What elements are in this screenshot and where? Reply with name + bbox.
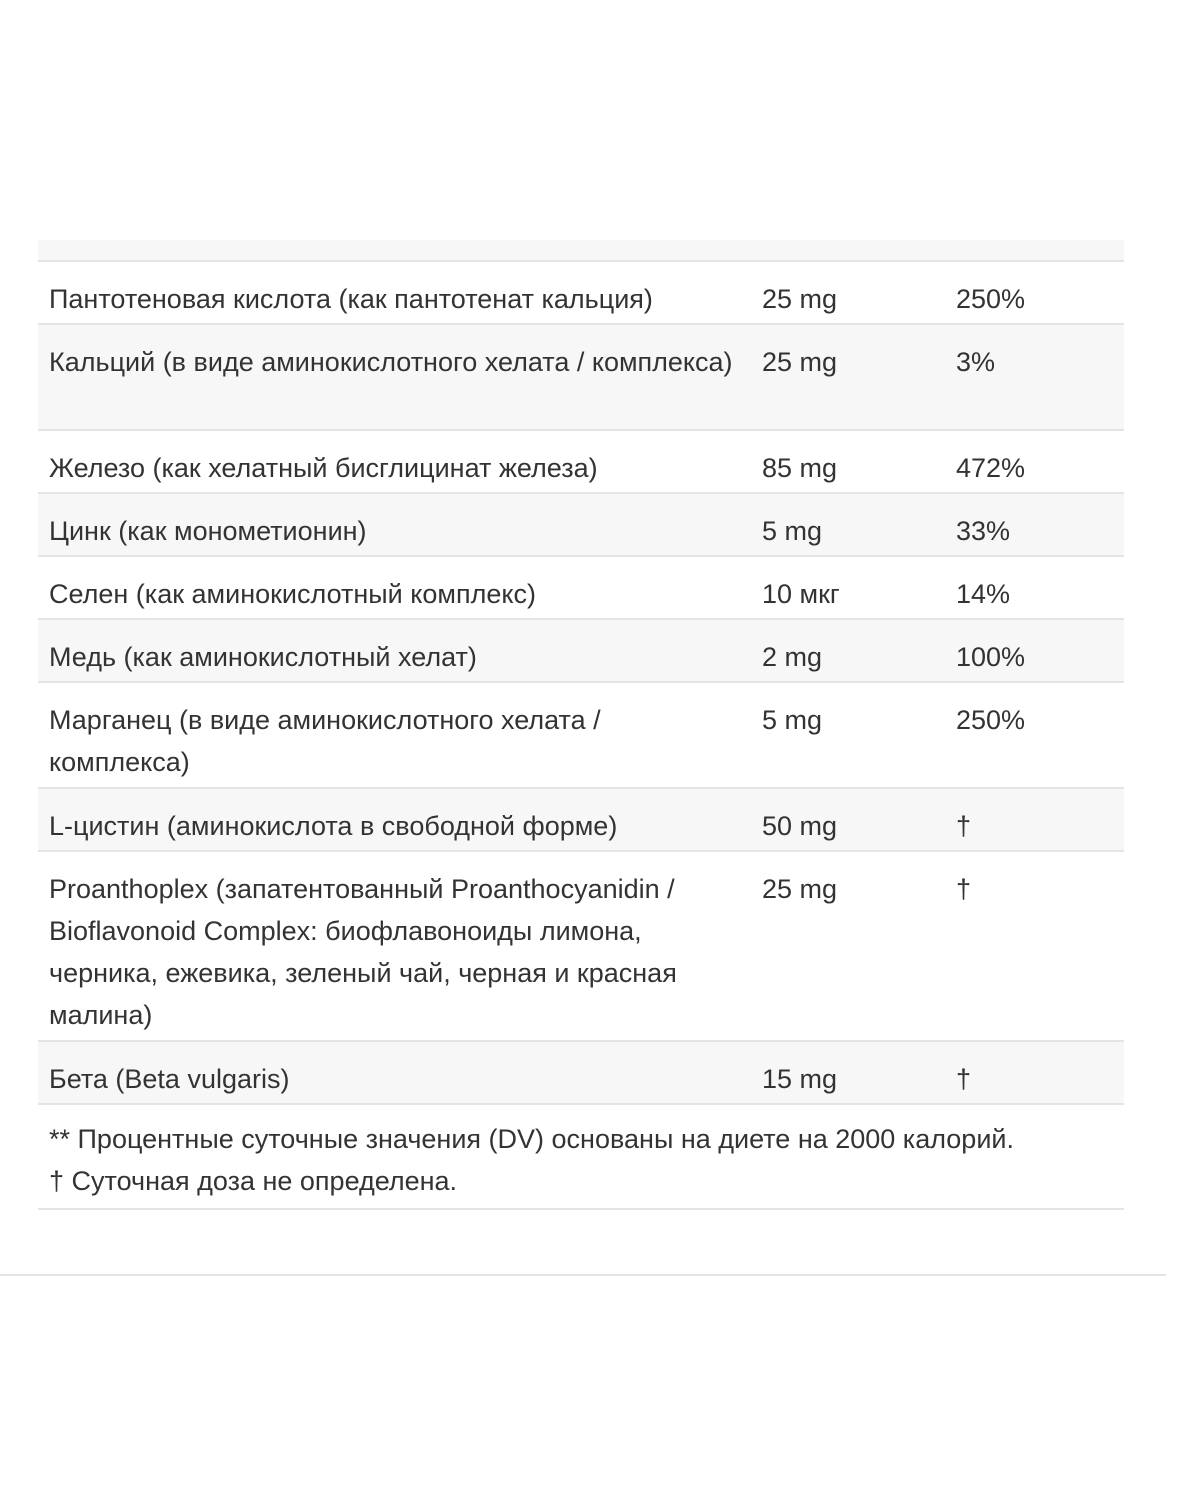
ingredient-daily-value: 472% xyxy=(956,453,1026,483)
ingredient-daily-value: † xyxy=(956,874,972,904)
ingredient-daily-value: 33% xyxy=(956,516,1011,546)
ingredient-daily-value: 14% xyxy=(956,579,1011,609)
ingredient-amount: 2 mg xyxy=(762,642,823,672)
ingredient-daily-value: 100% xyxy=(956,642,1026,672)
page-divider xyxy=(0,1274,1166,1276)
daily-value-footnote: ** Процентные суточные значения (DV) основаны на диете на 2000 калорий. xyxy=(49,1124,1014,1154)
ingredient-daily-value: 250% xyxy=(956,705,1026,735)
ingredient-name: Медь (как аминокислотный хелат) xyxy=(49,642,477,672)
ingredient-name: Бета (Beta vulgaris) xyxy=(49,1064,290,1094)
ingredient-name: Пантотеновая кислота (как пантотенат кальция) xyxy=(49,284,653,314)
table-row xyxy=(38,789,1124,852)
ingredient-daily-value: † xyxy=(956,1064,972,1094)
ingredient-name: Proanthoplex (запатентованный Proanthocyanidin / Bioflavonoid Complex: биофлавоноиды лимона, черника, ежевика, зеленый чай, черная и красная малина) xyxy=(49,874,677,1030)
table-row xyxy=(38,852,1124,1042)
ingredient-amount: 25 mg xyxy=(762,874,838,904)
table-row xyxy=(38,620,1124,683)
ingredient-daily-value: 250% xyxy=(956,284,1026,314)
ingredient-name: Марганец (в виде аминокислотного хелата / комплекса) xyxy=(49,705,601,777)
table-row xyxy=(38,431,1124,494)
ingredient-amount: 25 mg xyxy=(762,347,838,377)
table-footnotes xyxy=(38,1105,1124,1210)
ingredient-daily-value: 3% xyxy=(956,347,996,377)
supplement-facts-table xyxy=(38,240,1124,1210)
table-row xyxy=(38,262,1124,325)
ingredient-name: L-цистин (аминокислота в свободной форме) xyxy=(49,811,618,841)
dagger-footnote: † Суточная доза не определена. xyxy=(49,1166,458,1196)
table-row xyxy=(38,557,1124,620)
ingredient-name: Кальций (в виде аминокислотного хелата / комплекса) xyxy=(49,347,733,377)
ingredient-amount: 10 мкг xyxy=(762,579,840,609)
ingredient-amount: 85 mg xyxy=(762,453,838,483)
ingredient-amount: 5 mg xyxy=(762,516,823,546)
ingredient-name: Железо (как хелатный бисглицинат железа) xyxy=(49,453,598,483)
ingredient-name: Цинк (как монометионин) xyxy=(49,516,367,546)
ingredient-daily-value: † xyxy=(956,811,972,841)
ingredient-amount: 25 mg xyxy=(762,284,838,314)
table-row xyxy=(38,683,1124,789)
ingredient-name: Селен (как аминокислотный комплекс) xyxy=(49,579,536,609)
table-row xyxy=(38,494,1124,557)
table-top-strip xyxy=(38,240,1124,262)
ingredient-amount: 50 mg xyxy=(762,811,838,841)
ingredient-amount: 5 mg xyxy=(762,705,823,735)
table-row xyxy=(38,1042,1124,1105)
table-row xyxy=(38,325,1124,431)
ingredient-amount: 15 mg xyxy=(762,1064,838,1094)
